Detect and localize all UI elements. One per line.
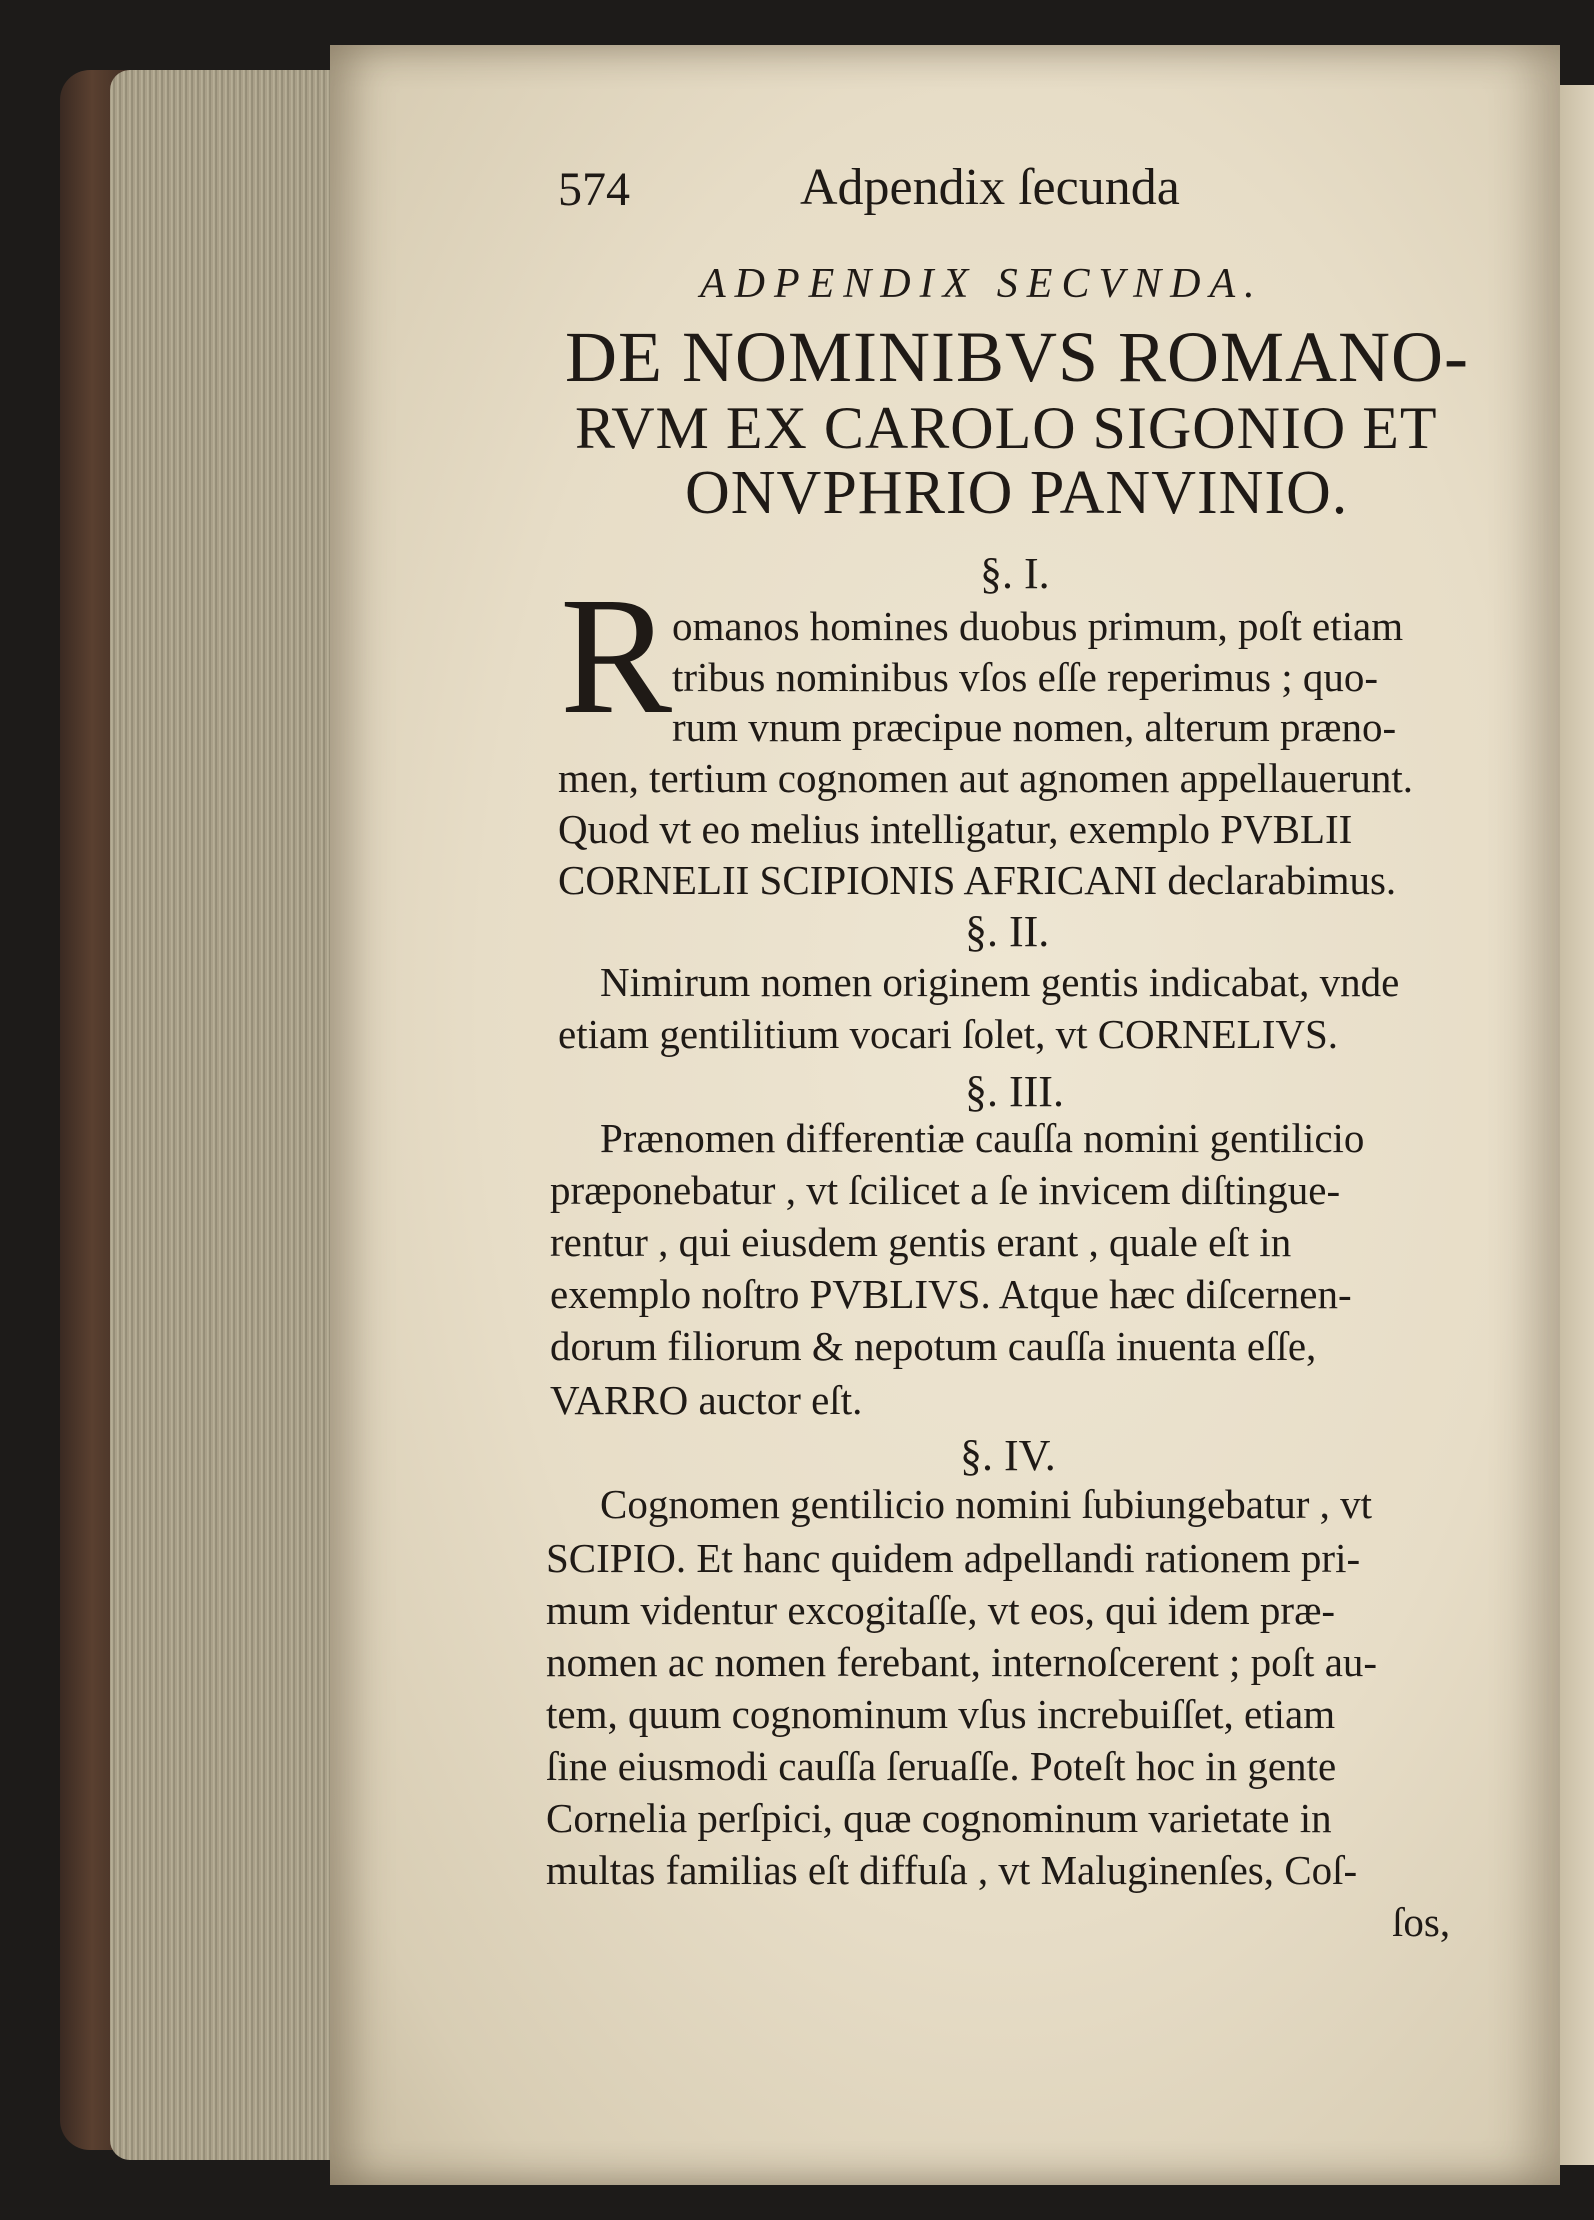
section-heading-1: §. I. [980,549,1050,598]
facing-page-edge [1560,85,1594,2165]
s4-line-4: nomen ac nomen ferebant, internoſcerent ; poſt au- [546,1639,1378,1685]
s4-line-6: ſine eiusmodi cauſſa ſeruaſſe. Poteſt hoc in gente [546,1743,1337,1789]
s1-line-6: CORNELII SCIPIONIS AFRICANI declarabimus. [558,857,1397,903]
s4-line-7: Cornelia perſpici, quæ cognominum varietate in [546,1795,1332,1841]
s4-line-2: SCIPIO. Et hanc quidem adpellandi rationem pri- [546,1535,1361,1581]
section-heading-2: §. II. [965,907,1050,956]
s3-line-3: rentur , qui eiusdem gentis erant , quale eſt in [550,1219,1292,1265]
s3-line-1: Prænomen differentiæ cauſſa nomini gentilicio [600,1115,1365,1161]
s1-line-2: tribus nominibus vſos eſſe reperimus ; quo- [672,654,1379,700]
drop-cap: R [560,563,673,749]
s3-line-6: VARRO auctor eſt. [550,1377,863,1423]
appendix-overtitle: ADPENDIX SECVNDA. [700,261,1264,307]
s4-line-8: multas familias eſt diffuſa , vt Maluginenſes, Coſ- [546,1847,1358,1893]
section-heading-3: §. III. [965,1067,1064,1116]
s2-line-1: Nimirum nomen originem gentis indicabat, vnde [600,959,1400,1005]
s4-line-1: Cognomen gentilicio nomini ſubiungebatur , vt [600,1481,1373,1527]
s1-line-4: men, tertium cognomen aut agnomen appellauerunt. [558,755,1414,801]
running-title: Adpendix ſecunda [800,159,1180,216]
page-edges [110,70,340,2160]
s1-line-5: Quod vt eo melius intelligatur, exemplo PVBLII [558,806,1353,852]
s2-line-2: etiam gentilitium vocari ſolet, vt CORNELIVS. [558,1011,1339,1057]
section-heading-4: §. IV. [960,1431,1056,1480]
title-line-3: ONVPHRIO PANVINIO. [685,459,1349,527]
catchword: ſos, [1392,1899,1451,1945]
s1-line-3: rum vnum præcipue nomen, alterum præno- [672,704,1397,750]
title-line-1: DE NOMINIBVS ROMANO- [565,317,1470,397]
s3-line-5: dorum filiorum & nepotum cauſſa inuenta eſſe, [550,1323,1317,1369]
s3-line-2: præponebatur , vt ſcilicet a ſe invicem diſtingue- [550,1167,1341,1213]
s4-line-5: tem, quum cognominum vſus increbuiſſet, etiam [546,1691,1336,1737]
s4-line-3: mum videntur excogitaſſe, vt eos, qui idem præ- [546,1587,1336,1633]
page-number: 574 [558,163,630,216]
s3-line-4: exemplo noſtro PVBLIVS. Atque hæc diſcernen- [550,1271,1352,1317]
title-line-2: RVM EX CAROLO SIGONIO ET [575,395,1438,461]
s1-line-1: omanos homines duobus primum, poſt etiam [672,603,1404,649]
